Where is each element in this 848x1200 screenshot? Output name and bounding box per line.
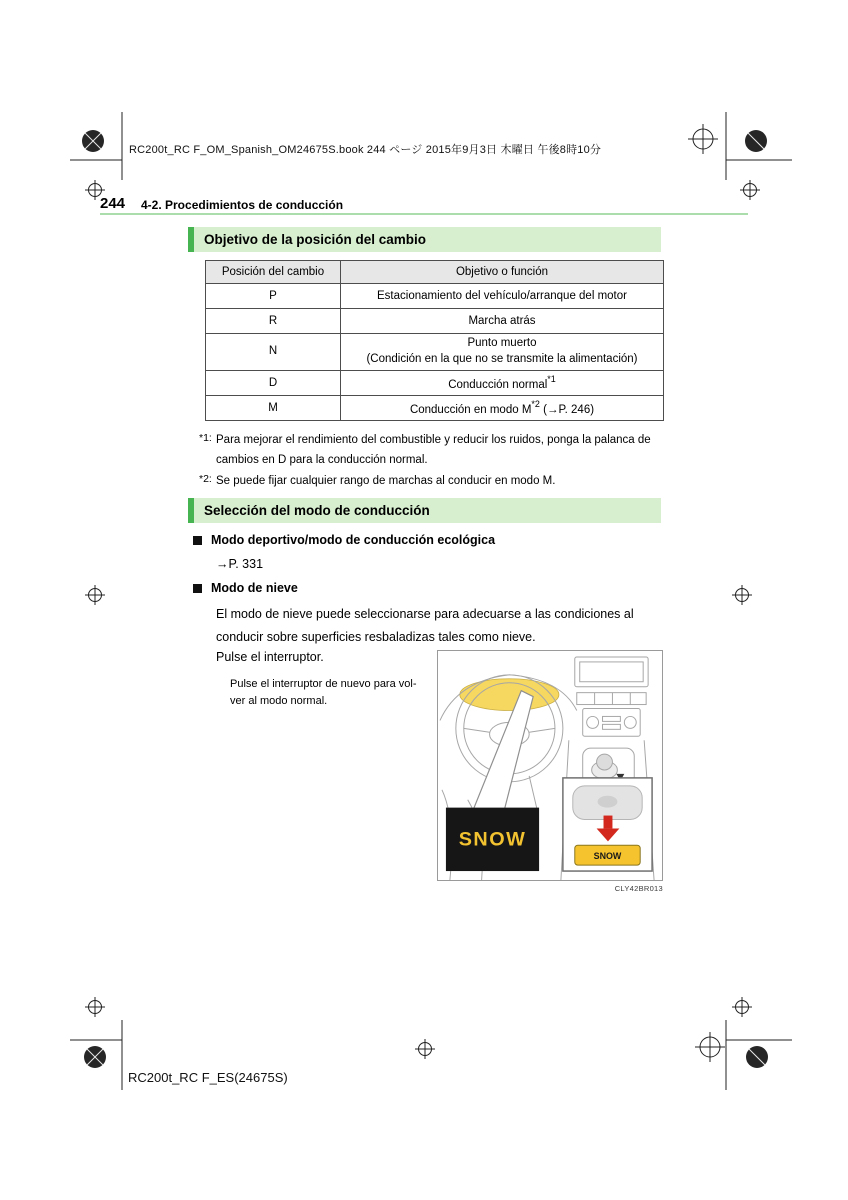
cell-function	[341, 334, 664, 371]
cell-position: P	[206, 284, 341, 309]
col-header-function: Objetivo o función	[341, 261, 664, 284]
list-item-sport-eco	[193, 533, 495, 547]
list-item-label: Modo de nieve	[211, 581, 298, 595]
snow-button-inset	[563, 778, 652, 871]
highlight-area	[460, 679, 559, 711]
footnote-1-text: Para mejorar el rendimiento del combustible y reducir los ruidos, ponga la palanca de cambios en D para la conducción normal.	[216, 434, 651, 466]
footnote-ref: *2	[531, 399, 540, 410]
shift-position-table	[205, 260, 664, 421]
page-crossref-331: →P. 331	[216, 557, 264, 571]
table-header-row	[206, 261, 664, 284]
snow-mode-instruction: Pulse el interruptor.	[216, 650, 324, 664]
note-line1: Pulse el interruptor de nuevo para vol-	[230, 678, 417, 690]
footnote-ref: *1	[547, 374, 556, 385]
footnote-1	[199, 431, 660, 471]
heading-accent-bar	[188, 498, 194, 523]
cell-function-line2: (Condición en la que no se transmite la alimentación)	[366, 353, 638, 365]
snow-button-text: SNOW	[593, 851, 622, 862]
document-code-footer: RC200t_RC F_ES(24675S)	[128, 1070, 288, 1085]
snow-label-text: SNOW	[458, 828, 527, 851]
table-row-m	[206, 396, 664, 421]
square-bullet-icon	[193, 536, 202, 545]
note-line2: ver al modo normal.	[230, 695, 328, 708]
crosshair-mark-icon	[688, 124, 725, 1062]
footnote-2-marker: *2:	[199, 473, 212, 485]
cell-function: Marcha atrás	[341, 309, 664, 334]
cell-function: Estacionamiento del vehículo/arranque del motor	[341, 284, 664, 309]
table-row-d	[206, 371, 664, 396]
snow-mode-note	[230, 676, 445, 710]
section1-heading	[188, 227, 661, 252]
crop-marks	[70, 112, 792, 1090]
list-item-snow-mode	[193, 581, 298, 595]
cell-position: D	[206, 371, 341, 396]
section2-heading-label: Selección del modo de conducción	[204, 503, 430, 518]
section-breadcrumb: 4-2. Procedimientos de conducción	[141, 198, 344, 212]
snow-switch-figure	[437, 650, 663, 881]
footnote-2-text: Se puede fijar cualquier rango de marchas al conducir en modo M.	[216, 475, 556, 487]
footnote-2	[199, 472, 660, 492]
figure-illustration	[438, 651, 662, 880]
cell-function-text: Conducción en modo M	[409, 403, 532, 416]
cell-position: R	[206, 309, 341, 334]
footnote-1-marker: *1:	[199, 432, 212, 444]
cell-position: N	[206, 334, 341, 371]
table-row-p	[206, 284, 664, 309]
heading-accent-bar	[188, 227, 194, 252]
table-row-n	[206, 334, 664, 371]
cell-function	[341, 371, 664, 396]
cell-position: M	[206, 396, 341, 421]
header-rule	[100, 213, 748, 215]
cell-function	[341, 396, 664, 421]
page-number: 244	[100, 195, 126, 212]
cell-function-text: Conducción normal	[448, 378, 548, 391]
list-item-label: Modo deportivo/modo de conducción ecológica	[211, 533, 496, 547]
figure-caption: CLY42BR013	[614, 884, 663, 893]
section2-heading	[188, 498, 661, 523]
snow-mode-description: El modo de nieve puede seleccionarse para adecuarse a las condiciones al conducir sobre superficies resbaladizas tales como nieve.	[216, 607, 634, 644]
square-bullet-icon	[193, 584, 202, 593]
cell-function-line1: Punto muerto	[467, 337, 537, 350]
print-job-header: RC200t_RC F_OM_Spanish_OM24675S.book 244 ページ 2015年9月3日 木曜日 午後8時10分	[129, 144, 602, 156]
section1-heading-label: Objetivo de la posición del cambio	[204, 232, 427, 247]
col-header-position: Posición del cambio	[206, 261, 341, 284]
snow-label-box	[446, 808, 539, 871]
table-row-r	[206, 309, 664, 334]
cell-function-crossref: (→P. 246)	[539, 403, 595, 416]
